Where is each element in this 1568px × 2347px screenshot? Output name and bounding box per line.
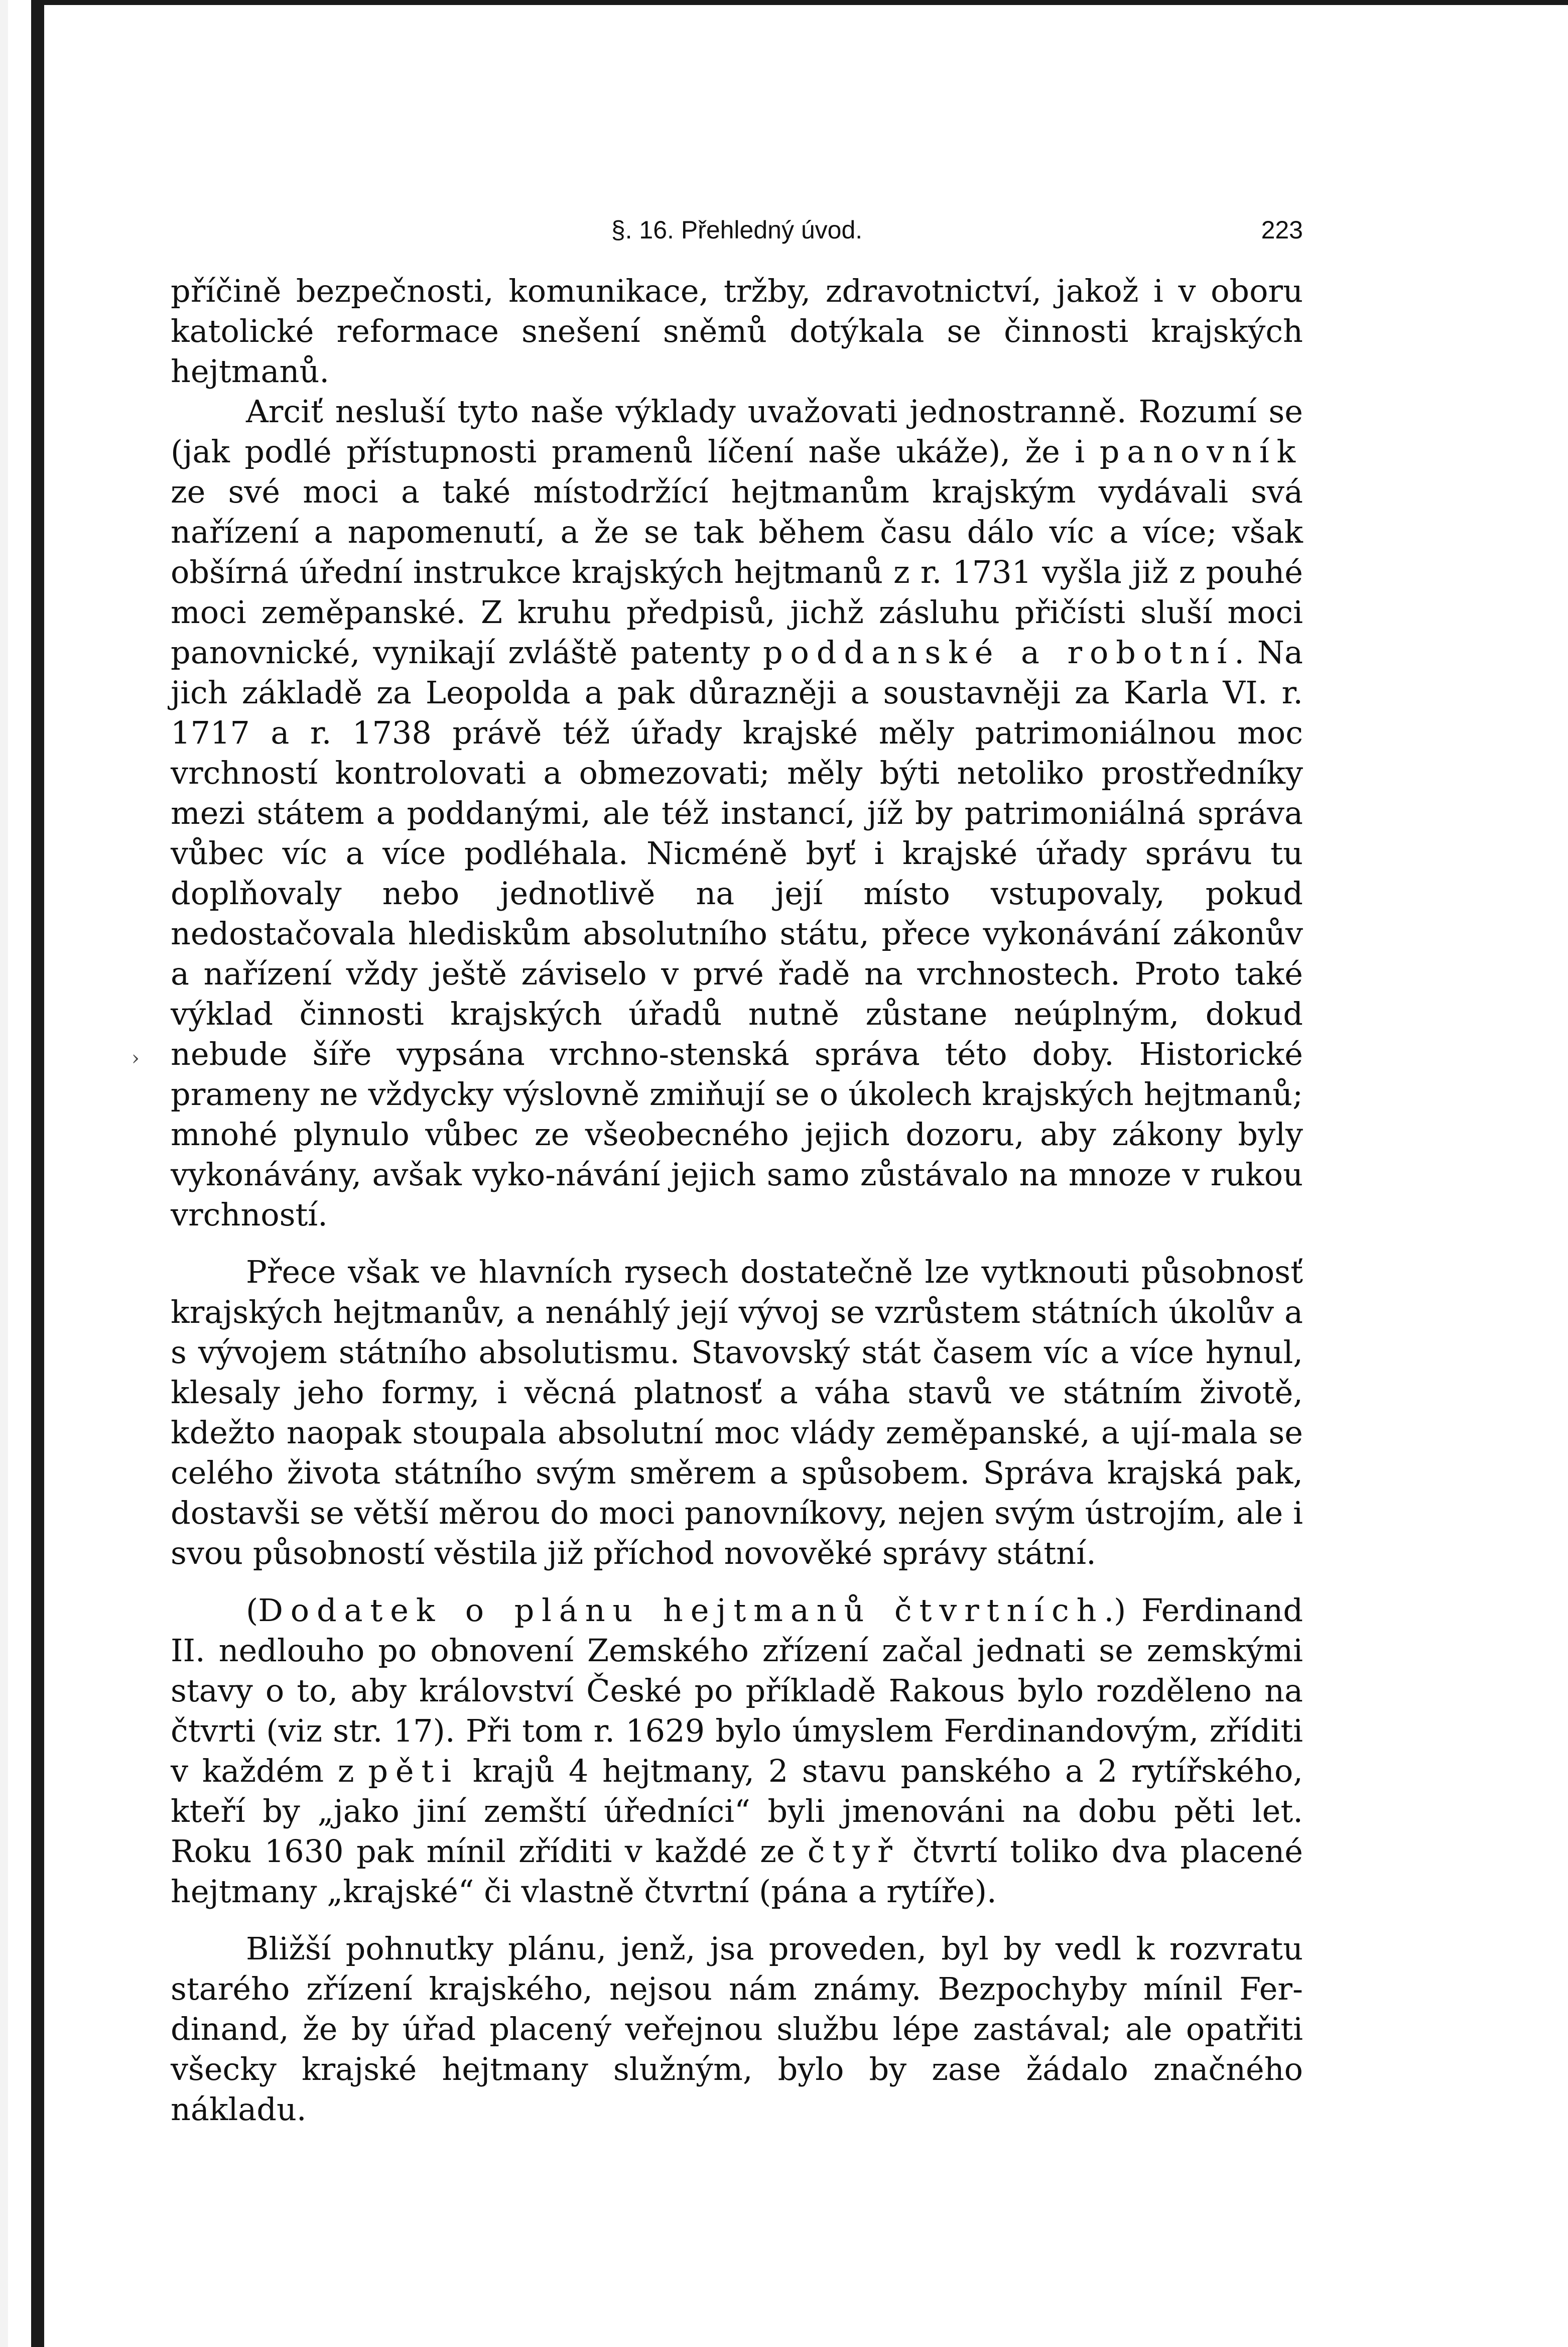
paragraph-3 <box>171 1252 1303 1573</box>
paragraph-text: Bližší pohnutky plánu, jenž, jsa proveden, byl by vedl k rozvratu starého zřízení krajského, nejsou nám známy. Bezpochyby mínil Fer-dinand, že by úřad placený veřejnou službu lépe zastával; ale opatřiti všecky krajské hejtmany služným, bylo by zase žádalo značného nákladu. <box>171 1930 1303 2128</box>
spaced-emphasis: poddanské a robotní <box>762 634 1235 671</box>
scan-binding-edge <box>31 0 44 2347</box>
scan-edge-shadow <box>0 0 8 2347</box>
paragraph-text: ze své moci a také místodržící hejtmanům krajským vydávali svá nařízení a napomenutí, a že se tak během času dálo víc a více; však obšírná úřední instrukce krajských hejtmanů z r. 1731 vyšla již z pouhé moci zeměpanské. Z kruhu předpisů, jichž zásluhu přičísti sluší moci panovnické, vynikají zvláště patenty <box>171 473 1303 671</box>
page-number: 223 <box>1261 216 1303 244</box>
body-text <box>171 271 1303 2130</box>
paragraph-text: . Na jich základě za Leopolda a pak důrazněji a soustavněji za Karla VI. r. 1717 a r. 1738 právě též úřady krajské měly patrimoniálnou moc vrchností kontrolovati a obmezovati; měly býti netoliko prostředníky mezi státem a poddanými, ale též instancí, jíž by patrimoniálná správa vůbec víc a více podléhala. Nicméně byť i krajské úřady správu tu doplňovaly nebo jednotlivě na její místo vstupovaly, pokud nedostačovala hlediskům absolutního státu, přece vykonávání zákonův a nařízení vždy ještě záviselo v prvé řadě na vrchnostech. Proto také výklad činnosti krajských úřadů nutně zůstane neúplným, dokud nebude šíře vypsána vrchno-stenská správa této doby. Historické prameny ne vždycky výslovně zmiňují se o úkolech krajských hejtmanů; mnohé plynulo vůbec ze všeobecného jejich dozoru, aby zákony byly vykonávány, avšak vyko-návání jejich samo zůstávalo na mnoze v rukou vrchností. <box>171 634 1303 1233</box>
scan-top-edge <box>31 0 1568 5</box>
paragraph-text: Arciť nesluší tyto naše výklady uvažovati jednostranně. Rozumí se (jak podlé přístupnosti pramenů líčení naše ukáže), že i <box>171 393 1303 470</box>
section-heading-spaced: Dodatek o plánu hejtmanů čtvrtních <box>258 1592 1104 1629</box>
spaced-emphasis: panovník <box>1099 433 1303 470</box>
paragraph-4 <box>171 1590 1303 1912</box>
spaced-emphasis: čtyř <box>807 1833 900 1870</box>
paragraph-text: .) Ferdinand II. nedlouho po obnovení Zemského zřízení začal jednati se zemskými stavy o to, aby království České po příkladě Rakous bylo rozděleno na čtvrti (viz str. 17). Při tom r. 1629 bylo úmyslem Ferdinandovým, zříditi v každém z <box>171 1592 1303 1789</box>
paragraph-5 <box>171 1929 1303 2130</box>
header-title: §. 16. Přehledný úvod. <box>611 216 863 244</box>
spaced-emphasis: pěti <box>368 1753 459 1789</box>
paragraph-text: ( <box>246 1592 258 1629</box>
paragraph-1 <box>171 271 1303 392</box>
paragraph-text: příčině bezpečnosti, komunikace, tržby, zdravotnictví, jakož i v oboru katolické reformace snešení sněmů dotýkala se činnosti krajských hejtmanů. <box>171 273 1303 390</box>
margin-mark: › <box>132 1047 140 1070</box>
paragraph-text: čtvrtí toliko dva placené hejtmany „krajské“ či vlastně čtvrtní (pána a rytíře). <box>171 1833 1303 1910</box>
paragraph-2 <box>171 392 1303 1235</box>
paragraph-text: krajů 4 hejtmany, 2 stavu panského a 2 rytířského, kteří by „jako jiní zemští úředníci“ byli jmenováni na dobu pěti let. Roku 1630 pak mínil zříditi v každé ze <box>171 1753 1303 1870</box>
running-header <box>171 210 1303 250</box>
paragraph-text: Přece však ve hlavních rysech dostatečně lze vytknouti působnosť krajských hejtmanův, a nenáhlý její vývoj se vzrůstem státních úkolův a s vývojem státního absolutismu. Stavovský stát časem víc a více hynul, klesaly jeho formy, i věcná platnosť a váha stavů ve státním životě, kdežto naopak stoupala absolutní moc vlády zeměpanské, a ují-mala se celého života státního svým směrem a spůsobem. Správa krajská pak, dostavši se větší měrou do moci panovníkovy, nejen svým ústrojím, ale i svou působností věstila již příchod novověké správy státní. <box>171 1254 1303 1571</box>
